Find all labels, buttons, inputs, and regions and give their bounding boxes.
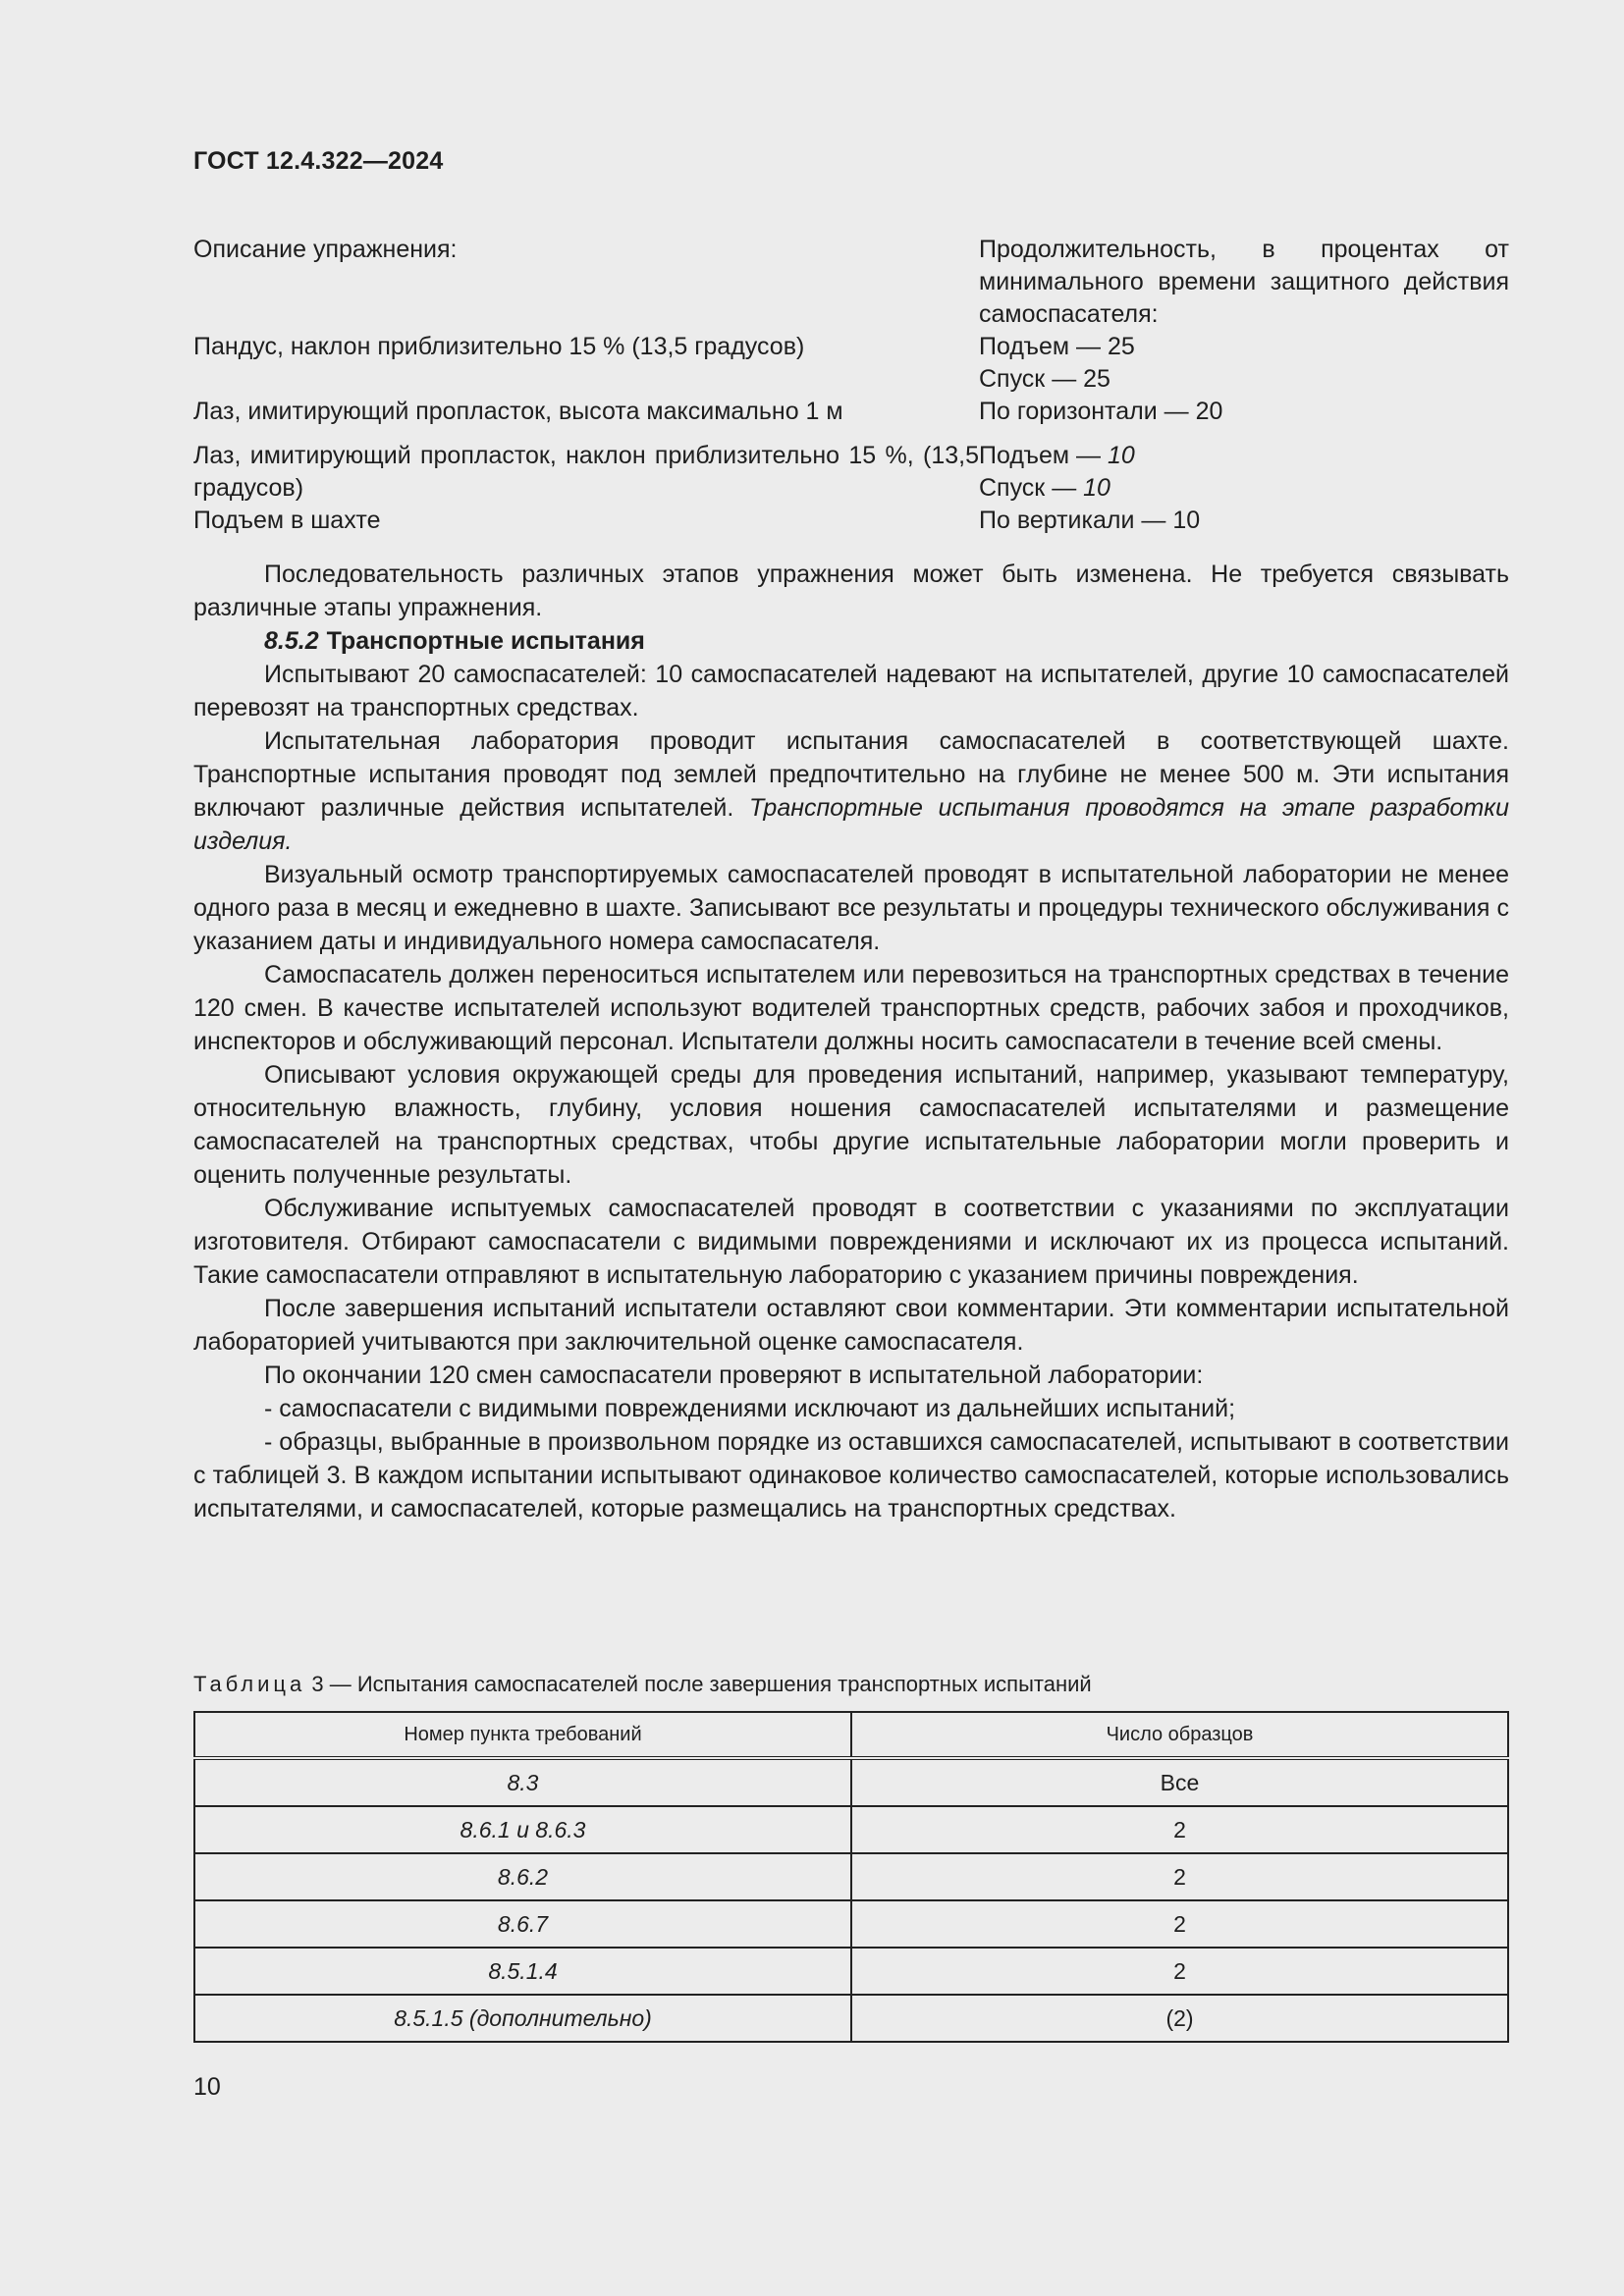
samples-cell: 2 — [851, 1806, 1508, 1853]
exercise-label: Описание упражнения: — [193, 236, 458, 263]
exercise-label: Подъем в шахте — [193, 507, 381, 534]
exercise-duration — [979, 396, 1509, 428]
paragraph: Описывают условия окружающей среды для проведения испытаний, например, указывают температуру, относительную влажность, глубину, условия ношения самоспасателей испытателями и размещение самоспасателей на транспортных средствах, чтобы другие испытательные лаборатории могли проверить и оценить полученные результаты. — [193, 1061, 1509, 1189]
samples-cell: (2) — [851, 1995, 1508, 2042]
duration-value: 10 — [1083, 474, 1110, 502]
exercise-duration — [979, 331, 1509, 396]
samples-cell: 2 — [851, 1853, 1508, 1900]
duration-text: Подъем — 25 — [979, 333, 1135, 360]
list-item: - образцы, выбранные в произвольном порядке из оставшихся самоспасателей, испытывают в соответствии с таблицей 3. В каждом испытании испытывают одинаковое количество самоспасателей, которые использовались испытателями, и самоспасателей, которые размещались на транспортных средствах. — [193, 1428, 1509, 1522]
exercise-label: Лаз, имитирующий пропласток, высота максимально 1 м — [193, 398, 843, 425]
duration-text: По вертикали — 10 — [979, 507, 1201, 534]
duration-text: Спуск — 25 — [979, 365, 1110, 393]
clause-cell: 8.3 — [194, 1758, 851, 1806]
exercise-duration — [979, 440, 1509, 505]
clause-cell: 8.6.1 и 8.6.3 — [194, 1806, 851, 1853]
table-row — [194, 1853, 1508, 1900]
table-caption-text: 3 — Испытания самоспасателей после завершения транспортных испытаний — [305, 1672, 1092, 1696]
exercise-duration — [979, 234, 1509, 331]
clause-cell: 8.5.1.5 (дополнительно) — [194, 1995, 851, 2042]
table-header-row — [194, 1712, 1508, 1758]
paragraph — [193, 724, 1509, 858]
samples-cell: Все — [851, 1758, 1508, 1806]
paragraph: Испытывают 20 самоспасателей: 10 самоспасателей надевают на испытателей, другие 10 самоспасателей перевозят на транспортных средствах. — [193, 661, 1509, 721]
exercise-row — [193, 396, 1509, 428]
paragraph: По окончании 120 смен самоспасатели проверяют в испытательной лаборатории: — [264, 1362, 1204, 1389]
section-title: Транспортные испытания — [326, 627, 645, 655]
table-caption — [193, 1672, 1092, 1697]
duration-prefix: Подъем — — [979, 442, 1108, 469]
paragraph: После завершения испытаний испытатели оставляют свои комментарии. Эти комментарии испытательной лабораторией учитываются при заключительной оценке самоспасателя. — [193, 1295, 1509, 1356]
table-row — [194, 1806, 1508, 1853]
duration-text: Продолжительность, в процентах от минимального времени защитного действия самоспасателя: — [979, 236, 1509, 328]
exercise-row — [193, 331, 1509, 396]
column-header-samples: Число образцов — [851, 1712, 1508, 1758]
standard-designation: ГОСТ 12.4.322—2024 — [193, 147, 444, 175]
paragraph-italic-text: Транспортные испытания проводятся на этапе разработки изделия. — [193, 794, 1509, 855]
table-row — [194, 1758, 1508, 1806]
paragraph-text: Испытательная лаборатория проводит испытания самоспасателей в соответствующей шахте. Транспортные испытания проводят под землей предпочтительно на глубине не менее 500 м. Эти испытания включают различные действия испытателей. — [193, 727, 1509, 822]
exercise-row — [193, 505, 1509, 537]
body-text — [193, 558, 1509, 1525]
duration-prefix: Спуск — — [979, 474, 1084, 502]
samples-cell: 2 — [851, 1948, 1508, 1995]
samples-cell: 2 — [851, 1900, 1508, 1948]
exercise-description-table — [193, 234, 1509, 537]
clause-cell: 8.6.2 — [194, 1853, 851, 1900]
duration-text — [979, 472, 1509, 505]
clause-cell: 8.5.1.4 — [194, 1948, 851, 1995]
paragraph: Последовательность различных этапов упражнения может быть изменена. Не требуется связывать различные этапы упражнения. — [193, 561, 1509, 621]
section-heading — [193, 624, 1509, 658]
requirements-table — [193, 1711, 1509, 2043]
duration-text — [979, 440, 1509, 472]
page-number: 10 — [193, 2073, 221, 2101]
exercise-label: Лаз, имитирующий пропласток, наклон приблизительно 15 %, (13,5 градусов) — [193, 442, 979, 502]
section-number: 8.5.2 — [264, 627, 319, 655]
table-row — [194, 1900, 1508, 1948]
table-row — [194, 1948, 1508, 1995]
paragraph: Визуальный осмотр транспортируемых самоспасателей проводят в испытательной лаборатории не менее одного раза в месяц и ежедневно в шахте. Записывают все результаты и процедуры технического обслуживания с указанием даты и индивидуального номера самоспасателя. — [193, 861, 1509, 955]
table-caption-word: Таблица — [193, 1672, 306, 1696]
exercise-row — [193, 440, 1509, 505]
clause-cell: 8.6.7 — [194, 1900, 851, 1948]
duration-text: По горизонтали — 20 — [979, 398, 1223, 425]
list-item: - самоспасатели с видимыми повреждениями исключают из дальнейших испытаний; — [264, 1395, 1236, 1422]
exercise-row — [193, 234, 1509, 331]
table-row — [194, 1995, 1508, 2042]
exercise-duration — [979, 505, 1509, 537]
paragraph: Самоспасатель должен переноситься испытателем или перевозиться на транспортных средствах в течение 120 смен. В качестве испытателей используют водителей транспортных средств, рабочих забоя и проходчиков, инспекторов и обслуживающий персонал. Испытатели должны носить самоспасатели в течение всей смены. — [193, 961, 1509, 1055]
column-header-clause: Номер пункта требований — [194, 1712, 851, 1758]
exercise-label: Пандус, наклон приблизительно 15 % (13,5 градусов) — [193, 333, 805, 360]
duration-value: 10 — [1107, 442, 1135, 469]
paragraph: Обслуживание испытуемых самоспасателей проводят в соответствии с указаниями по эксплуатации изготовителя. Отбирают самоспасатели с видимыми повреждениями и исключают их из процесса испытаний. Такие самоспасатели отправляют в испытательную лабораторию с указанием причины повреждения. — [193, 1195, 1509, 1289]
